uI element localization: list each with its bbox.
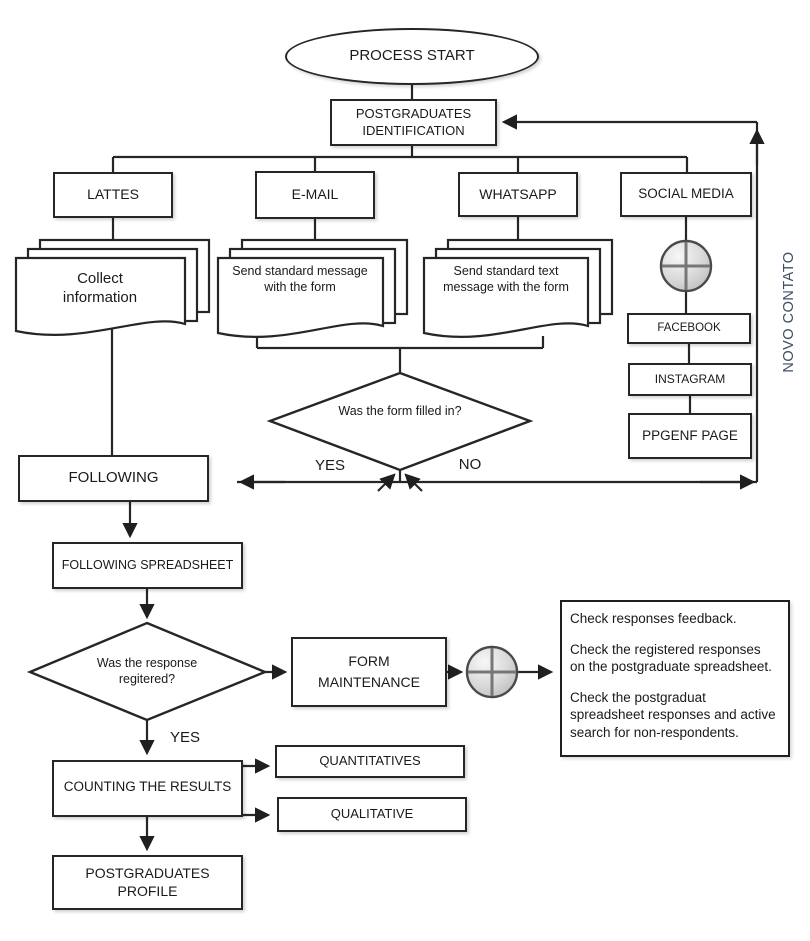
check-note-2: Check the registered responses on the postgraduate spreadsheet. [570, 641, 772, 675]
facebook-label: FACEBOOK [657, 322, 721, 335]
qualitative-label: QUALITATIVE [330, 806, 414, 822]
channel-social-media-box [620, 172, 752, 217]
quantitatives-box [275, 745, 465, 778]
form-maintenance-box [291, 637, 447, 707]
form-filled-decision-label: Was the form filled in? [338, 404, 462, 418]
identification-box [330, 99, 497, 146]
following-box [18, 455, 209, 502]
ppgenf-page-label: PPGENF PAGE [642, 427, 738, 443]
channel-email-box [255, 171, 375, 219]
channel-whatsapp-box [458, 172, 578, 217]
qualitative-box [277, 797, 467, 832]
lattes-label: LATTES [87, 186, 139, 203]
check-note-1: Check responses feedback. [570, 611, 737, 626]
postgraduates-profile-box [52, 855, 243, 910]
counting-results-box [52, 760, 243, 817]
collect-information-doc-label: Collect information [62, 270, 138, 306]
email-doc-label: Send standard message with the form [232, 264, 368, 294]
summing-junction-icon [467, 647, 517, 697]
social-media-label: SOCIAL MEDIA [638, 186, 734, 202]
start-label: PROCESS START [349, 47, 475, 65]
check-note-3: Check the postgraduat spreadsheet responses and active search for non-respondents. [570, 689, 776, 740]
yes-label-bottom: YES [169, 729, 200, 746]
email-label: E-MAIL [291, 186, 339, 203]
instagram-box [628, 363, 752, 396]
novo-contato-label: NOVO CONTATO [781, 251, 797, 373]
channel-lattes-box [53, 172, 173, 218]
following-spreadsheet-label: FOLLOWING SPREADSHEET [61, 557, 234, 572]
check-notes-box [560, 600, 790, 757]
facebook-box [627, 313, 751, 344]
no-label: NO [458, 456, 482, 473]
whatsapp-doc-label: Send standard text message with the form [443, 264, 569, 294]
start-ellipse [285, 28, 539, 85]
quantitatives-label: QUANTITATIVES [319, 753, 421, 769]
postgraduates-profile-label: POSTGRADUATES PROFILE [85, 865, 210, 899]
ppgenf-page-box [628, 413, 752, 459]
identification-label: POSTGRADUATES IDENTIFICATION [355, 106, 472, 138]
following-spreadsheet-box [52, 542, 243, 589]
counting-results-label: COUNTING THE RESULTS [63, 779, 232, 794]
summing-junction-icon [661, 241, 711, 291]
response-registered-decision-label: Was the response regitered? [96, 656, 198, 686]
instagram-label: INSTAGRAM [654, 372, 726, 386]
whatsapp-label: WHATSAPP [479, 185, 557, 202]
form-maintenance-label: FORM MAINTENANCE [318, 653, 420, 690]
following-label: FOLLOWING [68, 469, 159, 487]
yes-label: YES [314, 457, 345, 474]
